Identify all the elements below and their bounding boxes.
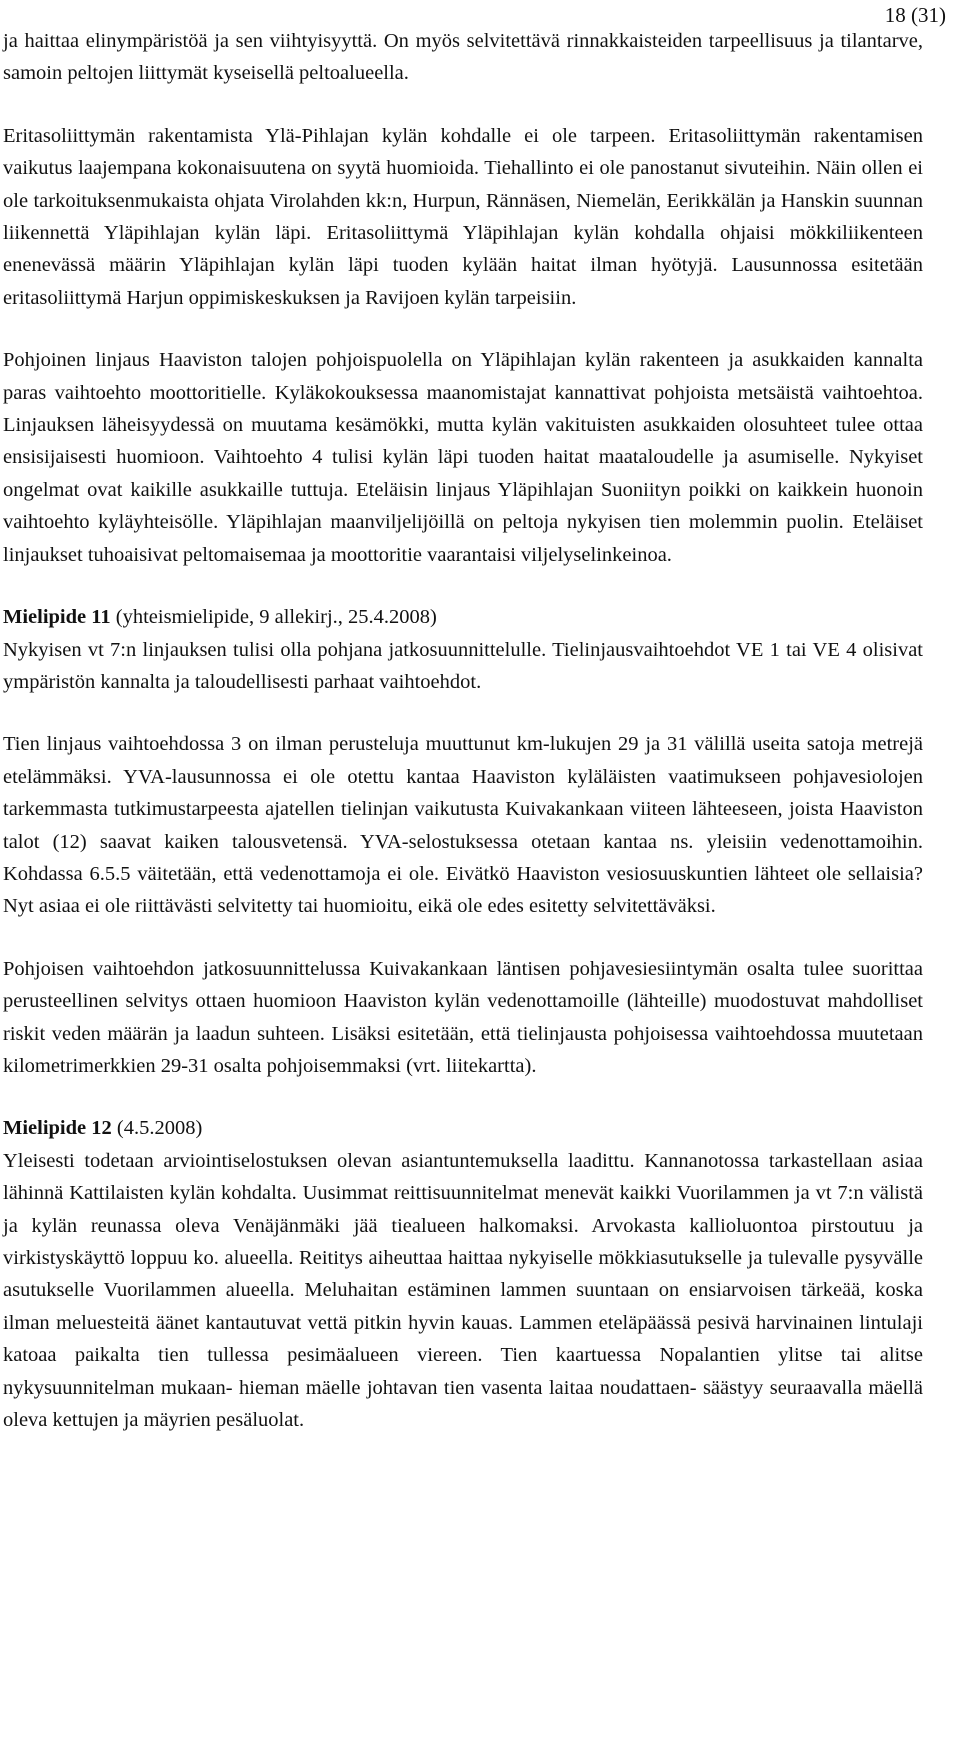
paragraph: Nykyisen vt 7:n linjauksen tulisi olla pohjana jatkosuunnittelulle. Tielinjausvaihtoehdot VE 1 tai VE 4 olisivat ympäristön kannalta ja taloudellisesti parhaat vaihtoehdot. xyxy=(3,638,923,693)
opinion-11-label: Mielipide 11 xyxy=(3,606,111,629)
opinion-12-heading xyxy=(3,1112,923,1144)
paragraph: Pohjoinen linjaus Haaviston talojen pohjoispuolella on Yläpihlajan kylän rakenteen ja asukkaiden kannalta paras vaihtoehto moottoritielle. Kyläkokouksessa maanomistajat kannattivat pohjoista metsäistä vaihtoehtoa. Linjauksen läheisyydessä on muutama kesämökki, mutta kylän vakituisten asukkaiden olosuhteet tulee ottaa ensisijaisesti huomioon. Vaihtoehto 4 tulisi kylän läpi tuoden haitat maataloudelle ja asumiselle. Nykyiset ongelmat ovat kaikille asukkaille tuttuja. Eteläisin linjaus Yläpihlajan Suoniityn poikki on kaikkein huonoin vaihtoehto kyläyhteisölle. Yläpihlajan maanviljelijöillä on peltoja nykyisen tien molemmin puolin. Eteläiset linjaukset tuhoaisivat peltomaisemaa ja moottoritie vaarantaisi viljelyselinkeinoa. xyxy=(3,349,923,566)
page-number: 18 (31) xyxy=(884,3,946,27)
document-body xyxy=(3,25,923,1436)
opinion-12-meta: (4.5.2008) xyxy=(111,1117,203,1140)
opinion-11-meta: (yhteismielipide, 9 allekirj., 25.4.2008) xyxy=(110,606,437,629)
opinion-12-label: Mielipide 12 xyxy=(3,1117,112,1140)
paragraph: Pohjoisen vaihtoehdon jatkosuunnittelussa Kuivakankaan läntisen pohjavesiesiintymän osalta tulee suorittaa perusteellinen selvitys ottaen huomioon Haaviston kylän vedenottamoille (lähteille) muodostuvat mahdolliset riskit veden määrän ja laadun suhteen. Lisäksi esitetään, että tielinjausta pohjoisessa vaihtoehdossa muutetaan kilometrimerkkien 29-31 osalta pohjoisemmaksi (vrt. liitekartta). xyxy=(3,957,923,1077)
paragraph: Tien linjaus vaihtoehdossa 3 on ilman perusteluja muuttunut km-lukujen 29 ja 31 välillä useita satoja metrejä etelämmäksi. YVA-lausunnossa ei ole otettu kantaa Haaviston kyläläisten vaatimukseen pohjavesiolojen tarkemmasta tutkimustarpeesta ajatellen tielinjan vaikutusta Kuivakankaan viiteen lähteeseen, joista Haaviston talot (12) saavat kaiken talousvetensä. YVA-selostuksessa otetaan kantaa ns. yleisiin vedenottamoihin. Kohdassa 6.5.5 väitetään, että vedenottamoja ei ole. Eivätkö Haaviston vesiosuuskuntien lähteet ole sellaisia? Nyt asiaa ei ole riittävästi selvitetty tai huomioitu, eikä ole edes esitetty selvitettäväksi. xyxy=(3,733,923,918)
paragraph: Yleisesti todetaan arviointiselostuksen olevan asiantuntemuksella laadittu. Kannanotossa tarkastellaan asiaa lähinnä Kattilaisten kylän kohdalta. Uusimmat reittisuunnitelmat menevät kaikki Vuorilammen ja vt 7:n välistä ja kylän reunassa oleva Venäjänmäki jää tiealueen halkomaksi. Arvokasta kallioluontoa pirstoutuu ja virkistyskäyttö loppuu ko. alueella. Reititys aiheuttaa haittaa nykyiselle mökkiasutukselle ja tulevalle pysyvälle asutukselle Vuorilammen alueella. Meluhaitan estäminen lammen suuntaan on ensiarvoisen tärkeää, koska ilman meluesteitä äänet kantautuvat vettä pitkin hyvin kauas. Lammen eteläpäässä pesivä harvinainen lintulaji katoaa paikalta tien tullessa pesimäalueen viereen. Tien kaartuessa Nopalantien ylitse tai alitse nykysuunnitelman mukaan- hieman mäelle johtavan tien vasenta laitaa noudattaen- säästyy seuraavalla mäellä oleva kettujen ja mäyrien pesäluolat. xyxy=(3,1149,923,1432)
paragraph: ja haittaa elinympäristöä ja sen viihtyisyyttä. On myös selvitettävä rinnakkaisteiden tarpeellisuus ja tilantarve, samoin peltojen liittymät kyseisellä peltoalueella. xyxy=(3,30,923,85)
opinion-11-heading xyxy=(3,601,923,633)
paragraph: Eritasoliittymän rakentamista Ylä-Pihlajan kylän kohdalle ei ole tarpeen. Eritasoliittymän rakentamisen vaikutus laajempana kokonaisuutena on syytä huomioida. Tiehallinto ei ole panostanut sivuteihin. Näin ollen ei ole tarkoituksenmukaista ohjata Virolahden kk:n, Hurpun, Rännäsen, Niemelän, Eerikkälän ja Hanskin suunnan liikennettä Yläpihlajan kylän läpi. Eritasoliittymä Yläpihlajan kylän kohdalla ohjaisi mökkiliikenteen enenevässä määrin Yläpihlajan kylän läpi tuoden kylään haitat ilman hyötyjä. Lausunnossa esitetään eritasoliittymä Harjun oppimiskeskuksen ja Ravijoen kylän tarpeisiin. xyxy=(3,124,923,309)
